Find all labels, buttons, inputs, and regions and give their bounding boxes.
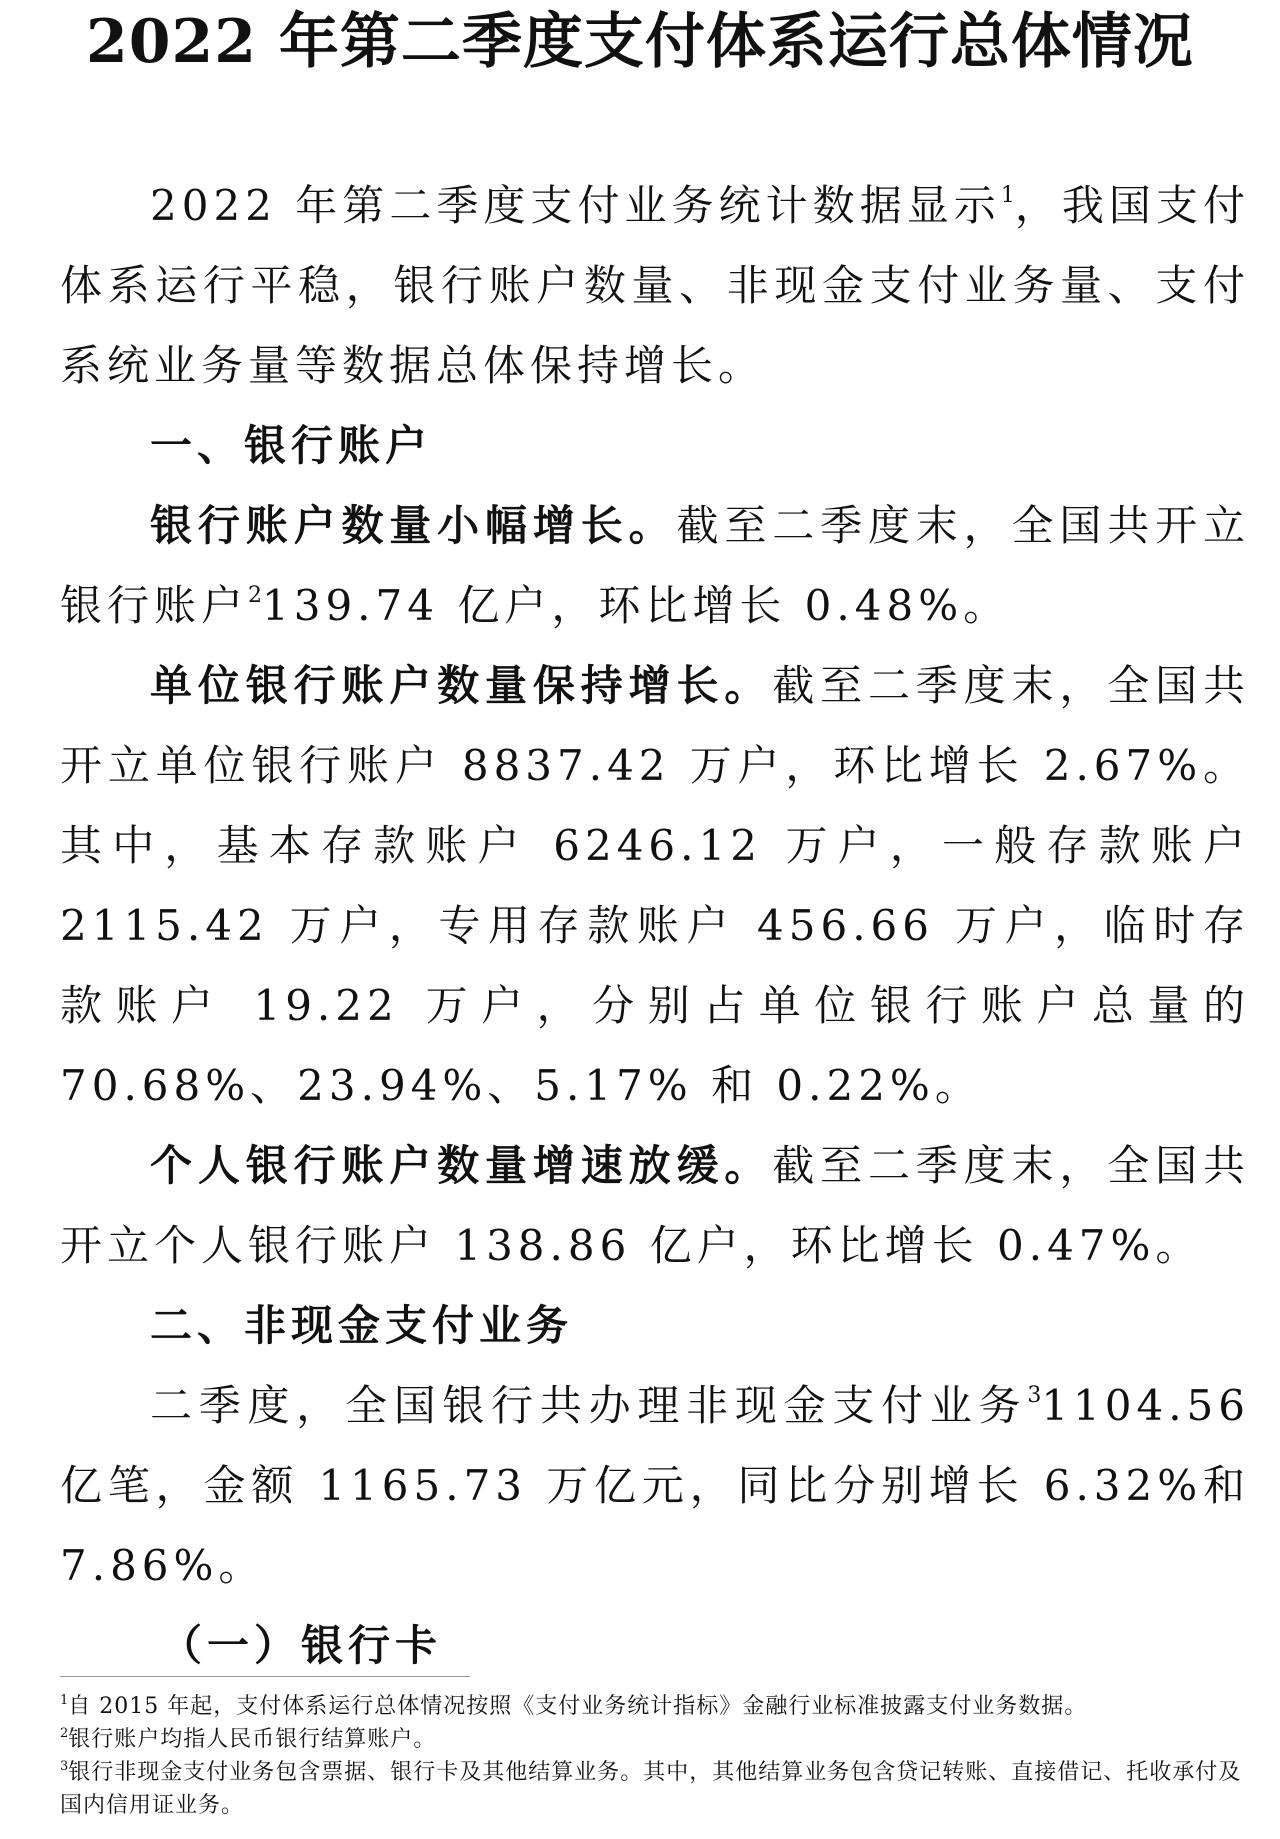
footnote-divider [60, 1676, 470, 1677]
paragraph-lead: 单位银行账户数量保持增长。 [150, 661, 773, 710]
footnote-ref-2[interactable]: 2 [248, 583, 263, 608]
paragraph-bank-accounts [60, 486, 1250, 646]
footnote-text: 银行账户均指人民币银行结算账户。 [68, 1727, 437, 1752]
paragraph-text-a: 截至二季度末，全国共开立银行账户 [60, 501, 1250, 630]
paragraph-unit-accounts [60, 646, 1250, 1126]
paragraph-text: 截至二季度末，全国共开立单位银行账户 8837.42 万户，环比增长 2.67%。其中，基本存款账户 6246.12 万户，一般存款账户 2115.42 万户，专用存款账户 456.66 万户，临时存款账户 19.22 万户，分别占单位银行账户总量的 70.68%、23.94%、5.17% 和 0.22%。 [60, 661, 1250, 1110]
document-title: 2022 年第二季度支付体系运行总体情况 [86, 7, 1194, 77]
paragraph-lead: 个人银行账户数量增速放缓。 [150, 1141, 773, 1190]
subsection-heading-bank-cards: （一）银行卡 [160, 1621, 443, 1670]
footnote-text: 银行非现金支付业务包含票据、银行卡及其他结算业务。其中，其他结算业务包含贷记转账、直接借记、托收承付及国内信用证业务。 [60, 1760, 1242, 1818]
intro-text-a: 2022 年第二季度支付业务统计数据显示 [150, 181, 1001, 230]
footnote-text: 自 2015 年起，支付体系运行总体情况按照《支付业务统计指标》金融行业标准披露支付业务数据。 [68, 1694, 1088, 1719]
paragraph-text-b: 139.74 亿户，环比增长 0.48%。 [262, 581, 1011, 630]
footnote-mark: 3 [60, 1759, 69, 1774]
footnote-ref-3[interactable]: 3 [1027, 1383, 1042, 1408]
footnotes [60, 1690, 1250, 1822]
paragraph-text-b: 1104.56 亿笔，金额 1165.73 万亿元，同比分别增长 6.32%和 7.86%。 [60, 1381, 1250, 1590]
footnote-3 [60, 1756, 1250, 1822]
paragraph-lead: 银行账户数量小幅增长。 [150, 501, 677, 550]
footnote-mark: 1 [60, 1693, 69, 1708]
intro-paragraph [60, 166, 1250, 406]
footnote-1 [60, 1690, 1250, 1723]
paragraph-text: 截至二季度末，全国共开立个人银行账户 138.86 亿户，环比增长 0.47%。 [60, 1141, 1250, 1270]
section-heading-bank-accounts: 一、银行账户 [150, 421, 433, 470]
paragraph-personal-accounts [60, 1126, 1250, 1286]
paragraph-noncash-payments [60, 1366, 1250, 1606]
section-heading-noncash-payments: 二、非现金支付业务 [150, 1301, 574, 1350]
paragraph-text-a: 二季度，全国银行共办理非现金支付业务 [150, 1381, 1028, 1430]
intro-text-b: ，我国支付体系运行平稳，银行账户数量、非现金支付业务量、支付系统业务量等数据总体保持增长。 [60, 181, 1250, 390]
footnote-2 [60, 1723, 1250, 1756]
footnote-ref-1[interactable]: 1 [1000, 183, 1015, 208]
document-body [60, 166, 1250, 1686]
footnote-mark: 2 [60, 1726, 69, 1741]
